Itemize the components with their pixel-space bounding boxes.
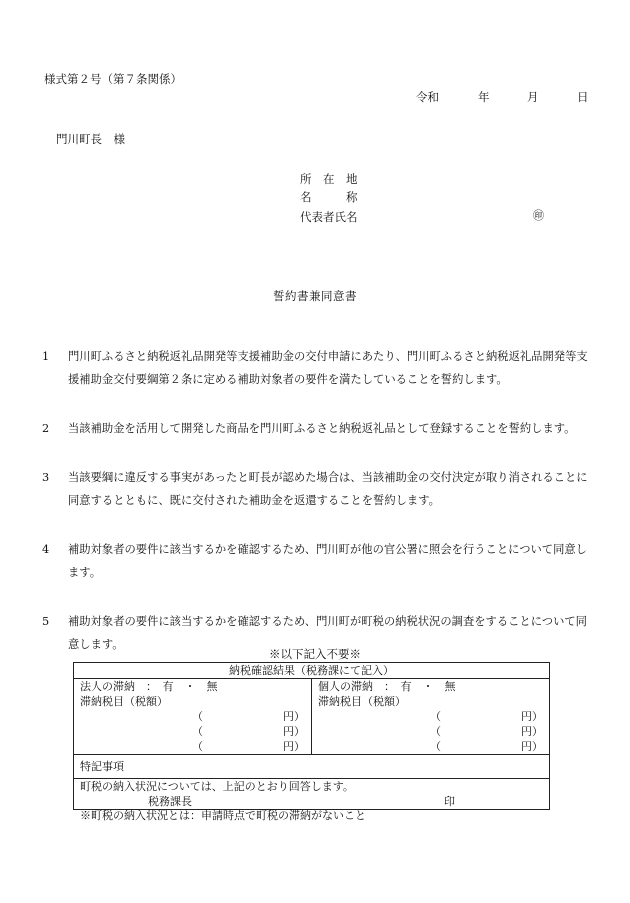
clause-text: 当該要綱に違反する事実があったと町長が認めた場合は、当該補助金の交付決定が取り消されることに同意するとともに、既に交付された補助金を返還することを誓約します。 — [68, 471, 588, 507]
corporate-amount-row — [80, 724, 305, 739]
paren-open: （ — [430, 740, 441, 753]
clause-text: 門川町ふるさと納税返礼品開発等支援補助金の交付申請にあたり、門川町ふるさと納税返礼品開発等支援補助金交付要綱第２条に定める補助対象者の要件を満たしていることを誓約します。 — [68, 350, 588, 386]
individual-amount-row — [318, 709, 543, 724]
paren-close: 円） — [283, 740, 305, 753]
signer-title: 税務課長 — [148, 795, 192, 808]
clause-number: 4 — [42, 543, 50, 556]
tax-status-note: ※町税の納入状況とは：申請時点で町税の滞納がないこと — [80, 809, 366, 822]
date-year-label: 年 — [478, 90, 490, 104]
paren-open: （ — [192, 725, 203, 738]
corporate-cell — [74, 679, 312, 755]
paren-open: （ — [192, 710, 203, 723]
clause-number: 3 — [42, 471, 50, 484]
individual-amount-row — [318, 724, 543, 739]
date-era: 令和 — [416, 90, 439, 104]
representative-label: 代表者氏名 — [300, 210, 358, 224]
answer-text: 町税の納入状況については、上記のとおり回答します。 — [80, 780, 354, 793]
clause-number: 2 — [42, 422, 50, 435]
document-title: 誓約書兼同意書 — [273, 289, 357, 303]
corporate-amount-row — [80, 739, 305, 754]
clause-item — [42, 466, 590, 512]
tax-table-title: 納税確認結果（税務課にて記入） — [74, 663, 550, 679]
corporate-delinquency: 法人の滞納 ： 有 ・ 無 — [80, 680, 218, 693]
paren-close: 円） — [283, 710, 305, 723]
individual-amount-row — [318, 739, 543, 754]
form-number: 様式第２号（第７条関係） — [44, 72, 182, 86]
individual-cell — [312, 679, 550, 755]
clause-item — [42, 417, 590, 440]
address-label: 所 在 地 — [300, 172, 358, 186]
corporate-amount-row — [80, 709, 305, 724]
seal-mark: ㊞ — [533, 209, 544, 222]
paren-open: （ — [430, 710, 441, 723]
individual-items-label: 滞納税目（税額） — [318, 695, 406, 708]
addressee: 門川町長 様 — [56, 132, 125, 146]
remarks-cell: 特記事項 — [74, 755, 550, 779]
date-month-label: 月 — [527, 90, 539, 104]
paren-close: 円） — [283, 725, 305, 738]
paren-close: 円） — [521, 740, 543, 753]
answer-cell — [74, 779, 550, 810]
paren-close: 円） — [521, 725, 543, 738]
clause-number: 5 — [42, 615, 50, 628]
paren-close: 円） — [521, 710, 543, 723]
tax-check-table — [73, 662, 550, 810]
not-required-note: ※以下記入不要※ — [269, 647, 361, 661]
name-label: 名 称 — [300, 190, 358, 204]
clause-list — [42, 345, 590, 682]
signer-seal: 印 — [444, 795, 455, 808]
individual-delinquency: 個人の滞納 ： 有 ・ 無 — [318, 680, 456, 693]
paren-open: （ — [430, 725, 441, 738]
clause-item — [42, 345, 590, 391]
corporate-items-label: 滞納税目（税額） — [80, 695, 168, 708]
clause-item — [42, 538, 590, 584]
clause-text: 補助対象者の要件に該当するかを確認するため、門川町が他の官公署に照会を行うことについて同意します。 — [68, 543, 587, 579]
clause-number: 1 — [42, 350, 50, 363]
clause-text: 補助対象者の要件に該当するかを確認するため、門川町が町税の納税状況の調査をすることについて同意します。 — [68, 615, 587, 651]
clause-text: 当該補助金を活用して開発した商品を門川町ふるさと納税返礼品として登録することを誓約します。 — [68, 422, 576, 435]
signature-line — [80, 794, 543, 809]
paren-open: （ — [192, 740, 203, 753]
date-day-label: 日 — [577, 90, 589, 104]
